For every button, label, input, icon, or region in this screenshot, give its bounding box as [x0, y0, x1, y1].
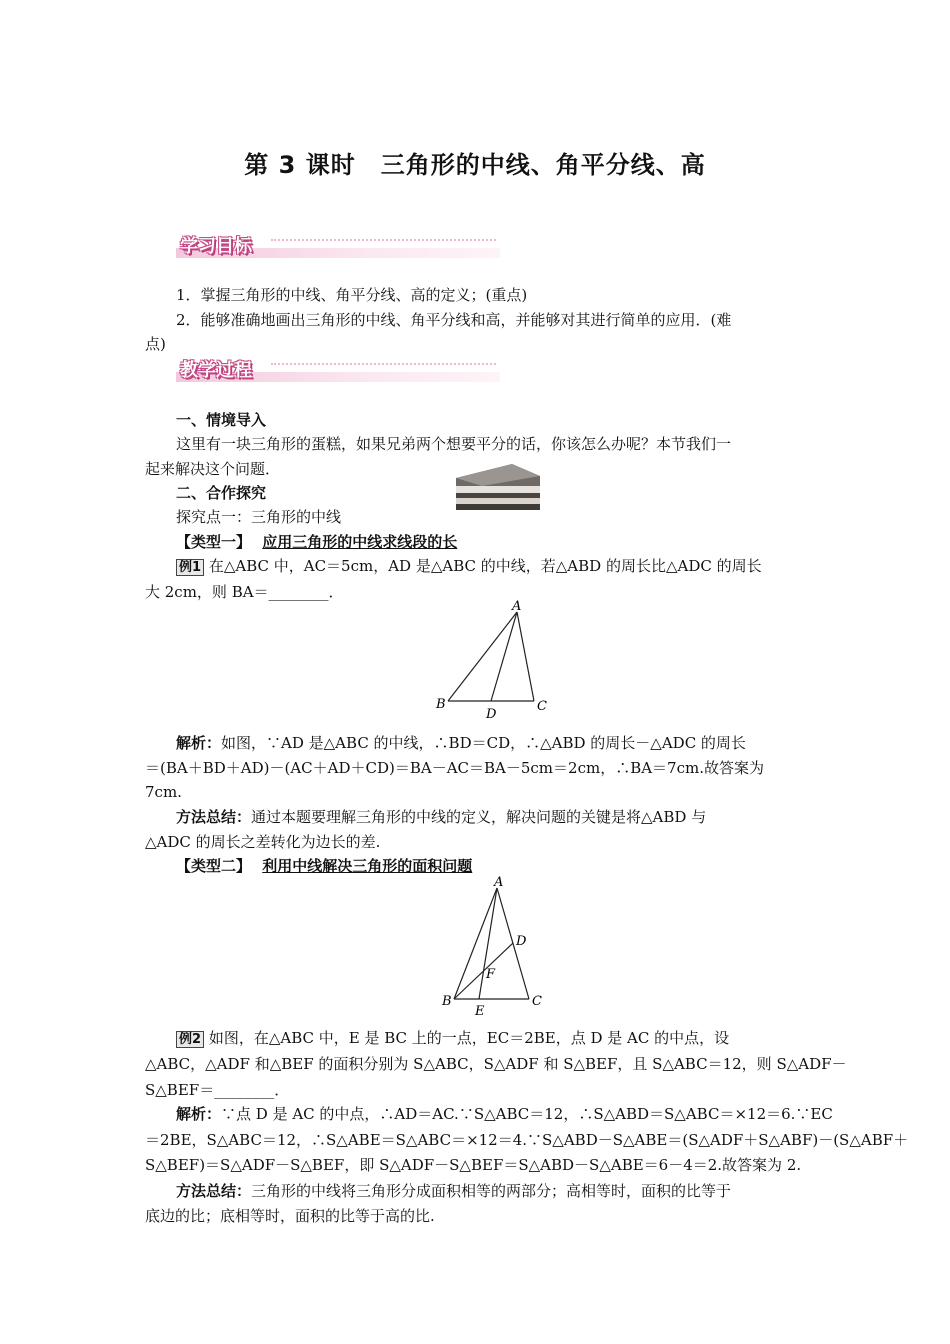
- fig1-label-c: C: [537, 699, 547, 714]
- cake-image: [452, 462, 542, 514]
- sol1-line3: 7cm.: [145, 783, 182, 801]
- sum1-label: 方法总结：: [176, 808, 252, 826]
- fig2-label-a: A: [494, 875, 504, 890]
- type2-name: 利用中线解决三角形的面积问题: [262, 857, 473, 875]
- fig2-segment-ae: [479, 888, 497, 999]
- sec1-p2: 起来解决这个问题．: [145, 460, 281, 478]
- page-title: 第 3 课时 三角形的中线、角平分线、高: [244, 151, 706, 179]
- sum2-text1: 三角形的中线将三角形分成面积相等的两部分；高相等时，面积的比等于: [251, 1182, 732, 1200]
- sec1-heading: 一、情境导入: [176, 411, 267, 429]
- fig2-side-ab: [454, 888, 497, 999]
- sec2-heading: 二、合作探究: [176, 484, 267, 502]
- type1-name: 应用三角形的中线求线段的长: [262, 533, 458, 551]
- sol2-text1: ∵点 D 是 AC 的中点，∴AD＝AC.∵S△ABC＝12，∴S△ABD＝S△ABC＝×12＝6.∵EC: [221, 1105, 833, 1123]
- point1: 探究点一：三角形的中线: [176, 508, 342, 526]
- fig2-label-c: C: [532, 994, 542, 1009]
- figure-2: [436, 872, 566, 1017]
- type1-heading: [176, 533, 457, 551]
- fig2-label-d: D: [516, 934, 527, 949]
- process-banner: [176, 356, 500, 382]
- sum1-text1: 通过本题要理解三角形的中线的定义，解决问题的关键是将△ABD 与: [251, 808, 707, 826]
- sum2-label: 方法总结：: [176, 1182, 252, 1200]
- sum1-line1: [176, 808, 706, 826]
- sum1-line2: △ADC 的周长之差转化为边长的差.: [145, 833, 381, 851]
- fig2-label-f: F: [486, 967, 496, 982]
- fig1-median-ad: [491, 612, 517, 701]
- goals-banner-text: 学习目标: [180, 236, 252, 257]
- sol1-line2: ＝(BA＋BD＋AD)－(AC＋AD＋CD)＝BA－AC＝BA－5cm＝2cm，∴BA＝7cm.故答案为: [145, 759, 764, 777]
- type2-bracket: 【类型二】: [176, 857, 252, 875]
- fig2-label-e: E: [475, 1004, 485, 1017]
- banner-dots: [271, 363, 496, 367]
- ex2-text1: 如图，在△ABC 中，E 是 BC 上的一点，EC＝2BE，点 D 是 AC 的中点，设: [208, 1029, 730, 1047]
- ex1-line2: 大 2cm，则 BA＝________．: [145, 583, 344, 601]
- fig2-median-bd: [454, 943, 513, 999]
- ex2-line1: [176, 1029, 729, 1048]
- goals-banner: [176, 232, 500, 258]
- ex1-badge: 例1: [176, 559, 204, 576]
- goal-1: 1．掌握三角形的中线、角平分线、高的定义；(重点): [176, 286, 528, 304]
- fig1-side-ab: [448, 612, 517, 701]
- sol2-line2: ＝2BE，S△ABC＝12，∴S△ABE＝S△ABC＝×12＝4.∵S△ABD－S△ABE＝(S△ADF＋S△ABF)－(S△ABF＋: [145, 1131, 909, 1149]
- sum2-line1: [176, 1182, 731, 1200]
- sol2-line1: [176, 1105, 833, 1123]
- ex2-badge: 例2: [176, 1031, 204, 1048]
- ex2-line3: S△BEF＝________．: [145, 1081, 290, 1099]
- figure-1: [430, 598, 560, 723]
- type1-bracket: 【类型一】: [176, 533, 252, 551]
- goal-2: 2．能够准确地画出三角形的中线、角平分线和高，并能够对其进行简单的应用．(难: [176, 311, 732, 329]
- sol1-text1: 如图，∵AD 是△ABC 的中线，∴BD＝CD，∴△ABD 的周长－△ADC 的周长: [221, 734, 746, 752]
- process-banner-text: 教学过程: [180, 360, 252, 381]
- sec1-p1: 这里有一块三角形的蛋糕，如果兄弟两个想要平分的话，你该怎么办呢？本节我们一: [176, 435, 732, 453]
- banner-dots: [271, 239, 496, 243]
- sol1-line1: [176, 734, 746, 752]
- sol1-label: 解析：: [176, 734, 222, 752]
- sol2-line3: S△BEF)＝S△ADF－S△BEF，即 S△ADF－S△BEF＝S△ABD－S△ABE＝6－4＝2.故答案为 2.: [145, 1156, 802, 1174]
- sol2-label: 解析：: [176, 1105, 222, 1123]
- type2-heading: [176, 857, 472, 875]
- fig1-label-b: B: [436, 697, 446, 712]
- ex1-line1: [176, 557, 762, 576]
- fig1-side-ac: [517, 612, 534, 701]
- ex1-text1: 在△ABC 中，AC＝5cm，AD 是△ABC 的中线，若△ABD 的周长比△ADC 的周长: [208, 557, 762, 575]
- ex2-line2: △ABC，△ADF 和△BEF 的面积分别为 S△ABC，S△ADF 和 S△BEF，且 S△ABC＝12，则 S△ADF－: [145, 1055, 847, 1073]
- fig2-label-b: B: [442, 994, 452, 1009]
- fig1-label-d: D: [486, 707, 497, 722]
- sum2-line2: 底边的比；底相等时，面积的比等于高的比.: [145, 1207, 435, 1225]
- goal-2-cont: 点): [145, 335, 166, 353]
- fig1-label-a: A: [512, 599, 522, 614]
